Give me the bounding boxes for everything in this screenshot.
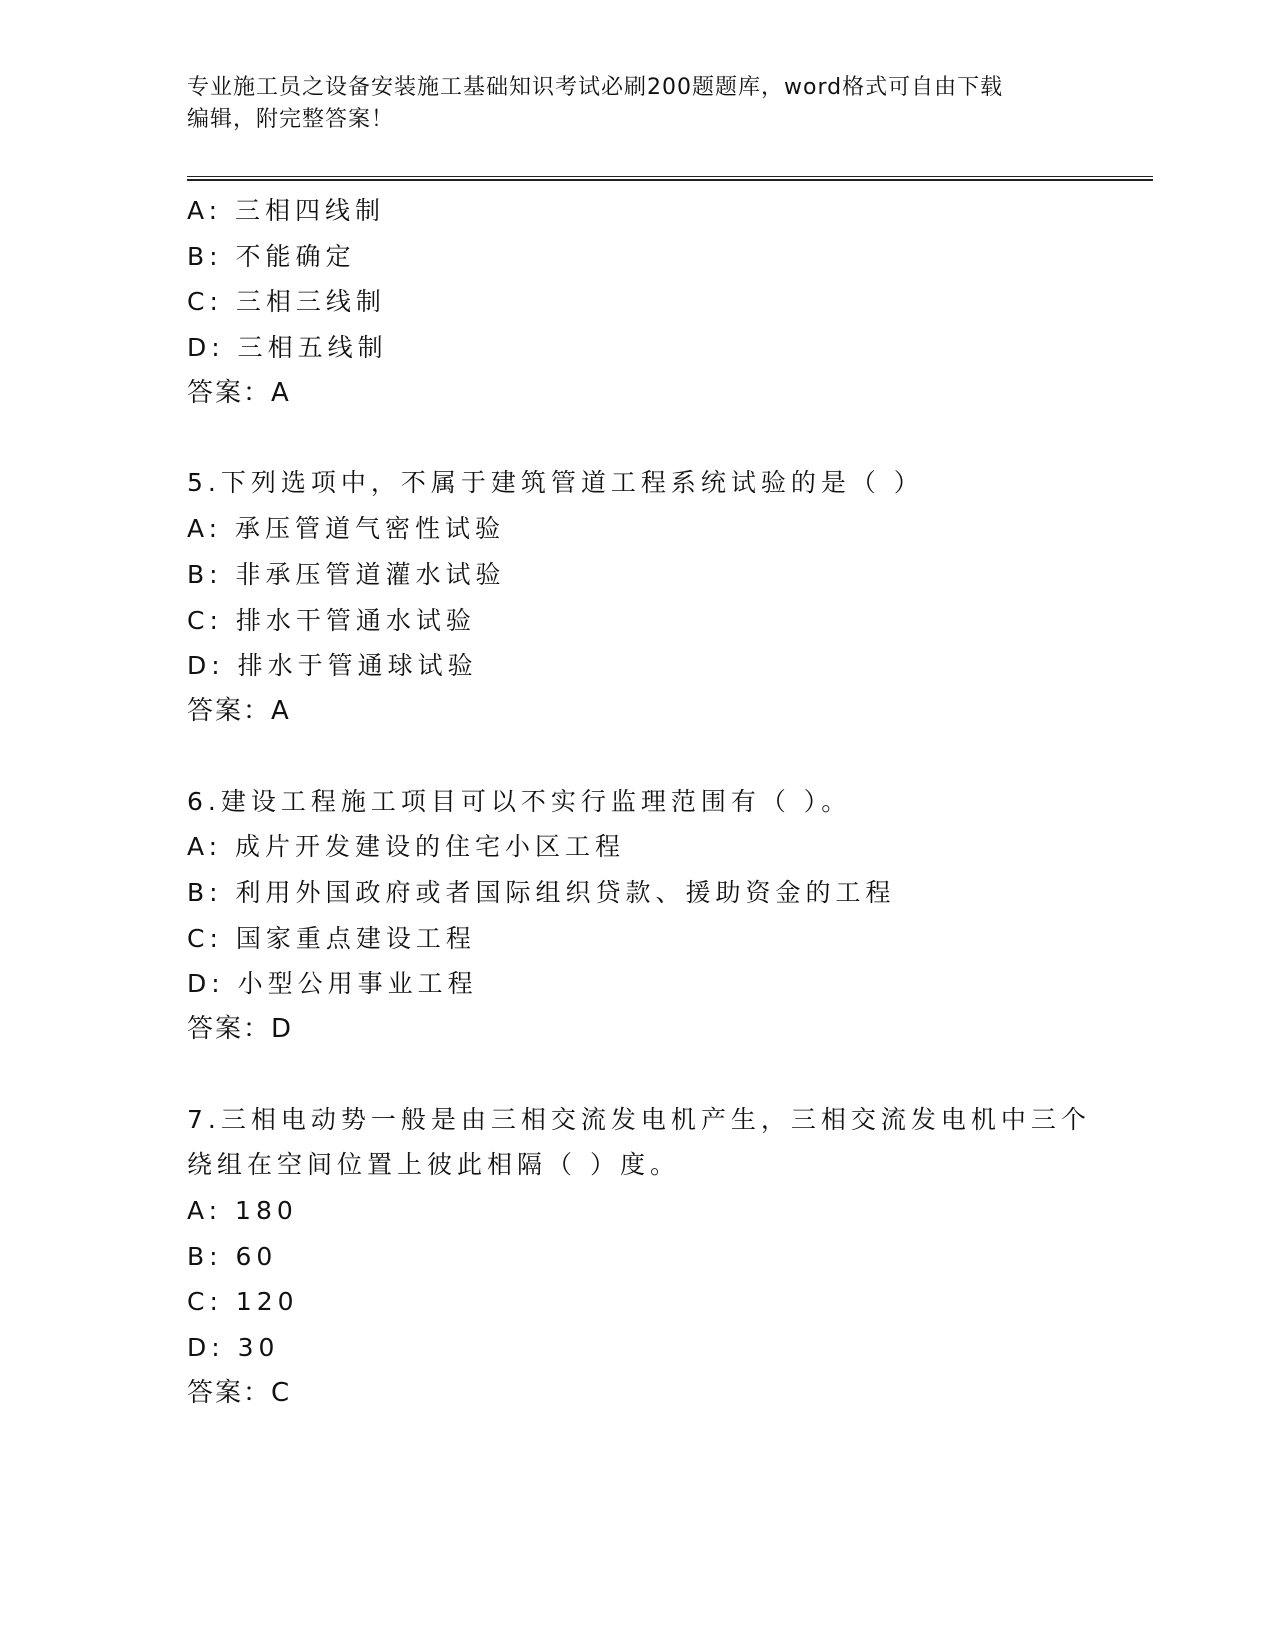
spacer [187,735,1153,779]
answer-label: 答案：A [187,695,291,726]
question-text-line2: 绕组在空间位置上彼此相隔（ ）度。 [187,1150,680,1180]
answer-label: 答案：A [187,377,291,408]
answer-label: 答案：C [187,1377,292,1408]
option-b: B: 不能确定 [187,241,356,271]
spacer [187,416,1153,460]
option-c: C: 120 [187,1287,299,1317]
header-divider [187,176,1153,181]
header-title-line2: 编辑，附完整答案！ [187,107,395,132]
document-header [187,72,1077,136]
spacer [187,1053,1153,1097]
option-c: C: 三相三线制 [187,287,386,317]
question-list [187,188,1153,1417]
option-b: B: 60 [187,1241,278,1271]
question-block-6 [187,779,1153,1053]
question-text-line1: 7.三相电动势一般是由三相交流发电机产生，三相交流发电机中三个 [187,1104,1091,1134]
option-c: C: 排水干管通水试验 [187,605,476,635]
option-b: B: 非承压管道灌水试验 [187,559,506,589]
option-d: D: 排水于管通球试验 [187,651,478,681]
option-d: D: 30 [187,1333,280,1363]
answer-label: 答案：D [187,1014,294,1044]
question-text: 5.下列选项中，不属于建筑管道工程系统试验的是（ ） [187,468,924,498]
option-d: D: 三相五线制 [187,333,388,363]
option-c: C: 国家重点建设工程 [187,923,476,953]
option-a: A: 三相四线制 [187,196,386,225]
option-a: A: 成片开发建设的住宅小区工程 [187,832,626,862]
option-a: A: 承压管道气密性试验 [187,514,506,544]
question-text: 6.建设工程施工项目可以不实行监理范围有（ ）。 [187,786,852,816]
option-b: B: 利用外国政府或者国际组织贷款、援助资金的工程 [187,877,896,907]
question-block-5 [187,460,1153,734]
question-block-4 [187,188,1153,416]
question-block-7 [187,1097,1153,1417]
header-title-line1: 专业施工员之设备安装施工基础知识考试必刷200题题库，word格式可自由下载 [187,75,1004,100]
option-a: A: 180 [187,1196,298,1226]
option-d: D: 小型公用事业工程 [187,969,478,999]
